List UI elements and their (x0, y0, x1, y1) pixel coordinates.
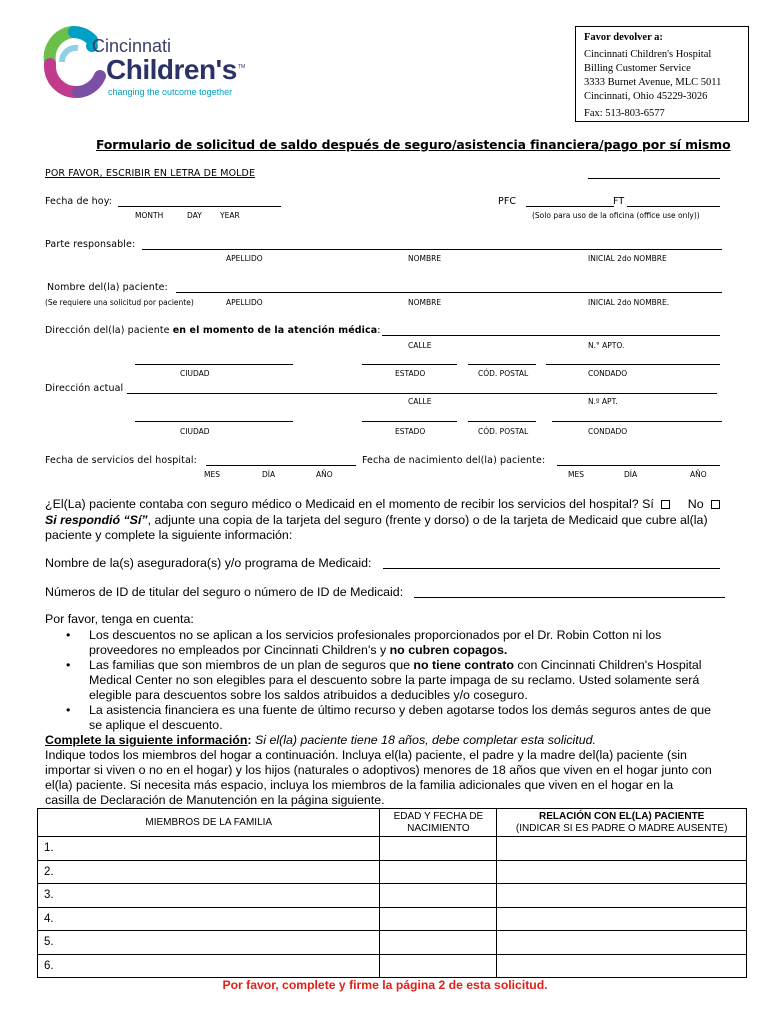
birth-date-label: Fecha de nacimiento del(la) paciente: (362, 455, 546, 466)
responsible-last-caption: APELLIDO (226, 254, 263, 263)
note1-bold: no cubren copagos. (389, 643, 508, 657)
address-at-care-county-field[interactable] (546, 364, 720, 365)
note3-line1: La asistencia financiera es una fuente de último recurso y deben agotarse todos los demás seguros antes de que (89, 703, 711, 717)
complete-heading: Complete la siguiente información (45, 733, 248, 747)
address-at-care-street-caption: CALLE (408, 341, 432, 350)
current-address-street-field[interactable] (127, 393, 717, 394)
insurer-id-field[interactable] (414, 597, 725, 598)
address-at-care-zip-caption: CÓD. POSTAL (478, 369, 529, 378)
complete-heading-colon: : (247, 733, 252, 747)
insurer-name-field[interactable] (383, 568, 720, 569)
responsible-first-caption: NOMBRE (408, 254, 442, 263)
address-at-care-state-caption: ESTADO (395, 369, 426, 378)
ft-field[interactable] (627, 206, 720, 207)
patient-name-note: (Se requiere una solicitud por paciente) (45, 298, 194, 307)
current-address-zip-caption: CÓD. POSTAL (478, 427, 529, 436)
note1-line2: proveedores no empleados por Cincinnati Children's y (89, 643, 390, 657)
family-member-cell[interactable]: 2. (38, 860, 380, 884)
patient-name-label: Nombre del(la) paciente: (47, 282, 168, 293)
insurance-if-yes-bold: Si respondió “Sí” (45, 513, 148, 527)
address-at-care-label-post: : (377, 325, 381, 336)
date-today-label: Fecha de hoy: (45, 196, 113, 207)
complete-instructions (45, 748, 765, 808)
current-address-city-field[interactable] (135, 421, 293, 422)
address-at-care-city-caption: CIUDAD (180, 369, 210, 378)
responsible-party-field[interactable] (142, 249, 722, 250)
service-date-field[interactable] (206, 465, 356, 466)
logo-trademark: TM (238, 64, 246, 70)
service-date-label: Fecha de servicios del hospital: (45, 455, 197, 466)
logo-text-childrens: Children's (106, 54, 237, 85)
insurance-if-yes (45, 513, 708, 527)
footer-notice: Por favor, complete y firme la página 2 de esta solicitud. (222, 978, 548, 992)
note2-bold: no tiene contrato (413, 658, 514, 672)
complete-heading-note: Si el(la) paciente tiene 18 años, debe completar esta solicitud. (251, 733, 596, 747)
family-member-cell[interactable]: 1. (38, 837, 380, 861)
age-dob-header-line1: EDAD Y FECHA DE (393, 810, 484, 822)
birth-date-day: DÍA (624, 470, 638, 479)
note-item (45, 628, 765, 658)
notes-list (45, 628, 765, 733)
family-member-cell[interactable]: 4. (38, 907, 380, 931)
age-dob-cell[interactable] (380, 907, 497, 931)
date-today-month: MONTH (135, 211, 164, 220)
notes-heading: Por favor, tenga en cuenta: (45, 612, 194, 626)
age-dob-cell[interactable] (380, 931, 497, 955)
pfc-label: PFC (498, 196, 517, 207)
birth-date-year: AÑO (690, 470, 707, 479)
age-dob-cell[interactable] (380, 954, 497, 978)
current-address-state-caption: ESTADO (395, 427, 426, 436)
age-dob-header (380, 809, 497, 837)
note1-line1: Los descuentos no se aplican a los servicios profesionales proporcionados por el Dr. Robin Cotton ni los (89, 628, 662, 642)
current-address-street-caption: CALLE (408, 397, 432, 406)
return-line: Cincinnati Children's Hospital (584, 49, 712, 60)
address-at-care-apt-caption: N.° APTO. (588, 341, 625, 350)
responsible-initial-caption: INICIAL 2do NOMBRE (588, 254, 667, 263)
return-fax: Fax: 513-803-6577 (584, 108, 665, 119)
relationship-cell[interactable] (497, 907, 747, 931)
pfc-office-note: (Solo para uso de la oficina (office use only)) (532, 211, 700, 220)
service-date-year: AÑO (316, 470, 333, 479)
current-address-state-field[interactable] (362, 421, 457, 422)
relationship-header (497, 809, 747, 837)
complete-line2: importar si viven o no en el hogar) y los hijos (naturales o adoptivos) menores de 18 años que viven en el hogar junto con (45, 763, 712, 777)
service-date-month: MES (204, 470, 220, 479)
patient-first-caption: NOMBRE (408, 298, 442, 307)
table-row (38, 837, 747, 861)
form-title: Formulario de solicitud de saldo después de seguro/asistencia financiera/pago por sí mismo (96, 137, 731, 152)
insurer-name-label: Nombre de la(s) aseguradora(s) y/o programa de Medicaid: (45, 556, 372, 570)
insurance-no-label: No (687, 497, 704, 511)
birth-date-month: MES (568, 470, 584, 479)
note-item (45, 703, 765, 733)
complete-heading-row (45, 733, 596, 747)
service-date-day: DÍA (262, 470, 276, 479)
insurance-if-yes-rest: , adjunte una copia de la tarjeta del seguro (frente y dorso) o de la tarjeta de Medicaid que cubre al(la) (147, 513, 708, 527)
note2-line3: elegible para descuentos sobre los saldos atribuidos a deducibles y/o coseguro. (89, 688, 528, 702)
complete-line3: el(la) paciente. Si necesita más espacio, incluya los miembros de la familia adicionales que viven en el hogar en la (45, 778, 674, 792)
insurance-no-checkbox[interactable] (711, 500, 720, 509)
current-address-county-field[interactable] (552, 421, 722, 422)
age-dob-cell[interactable] (380, 884, 497, 908)
complete-line1: Indique todos los miembros del hogar a continuación. Incluya el(la) paciente, el padre y la madre del(la) paciente (sin (45, 748, 687, 762)
relationship-cell[interactable] (497, 837, 747, 861)
address-at-care-state-field[interactable] (362, 364, 457, 365)
table-row (38, 860, 747, 884)
address-at-care-county-caption: CONDADO (588, 369, 628, 378)
return-address-box (575, 26, 749, 122)
address-at-care-street-field[interactable] (382, 335, 720, 336)
pfc-field[interactable] (526, 206, 614, 207)
print-notice: POR FAVOR, ESCRIBIR EN LETRA DE MOLDE (45, 168, 256, 179)
insurance-question (45, 497, 720, 511)
age-dob-header-line2: NACIMIENTO (407, 822, 470, 834)
relationship-cell[interactable] (497, 860, 747, 884)
family-members-table (37, 808, 747, 978)
insurance-if-yes-line2: paciente y complete la siguiente información: (45, 528, 293, 542)
logo-tagline: changing the outcome together (108, 87, 233, 97)
current-address-county-caption: CONDADO (588, 427, 628, 436)
current-address-label: Dirección actual (45, 383, 124, 394)
return-heading: Favor devolver a: (584, 32, 663, 43)
return-line: Billing Customer Service (584, 63, 691, 74)
birth-date-field[interactable] (557, 465, 720, 466)
relationship-cell[interactable] (497, 931, 747, 955)
address-at-care-label-bold: en el momento de la atención médica (172, 325, 378, 336)
date-today-year: YEAR (220, 211, 240, 220)
table-row (38, 907, 747, 931)
return-line: Cincinnati, Ohio 45229-3026 (584, 91, 708, 102)
patient-last-caption: APELLIDO (226, 298, 263, 307)
ft-label: FT (613, 196, 625, 207)
note-item (45, 658, 765, 703)
table-header-row (38, 809, 747, 837)
insurance-yes-checkbox[interactable] (661, 500, 670, 509)
current-address-city-caption: CIUDAD (180, 427, 210, 436)
age-dob-cell[interactable] (380, 860, 497, 884)
family-member-cell[interactable]: 5. (38, 931, 380, 955)
address-at-care-label (45, 325, 381, 336)
note3-line2: se aplique el descuento. (89, 718, 223, 732)
date-today-field[interactable] (118, 206, 281, 207)
office-blank-line[interactable] (588, 178, 720, 179)
relationship-header-line1: RELACIÓN CON EL(LA) PACIENTE (538, 810, 705, 822)
address-at-care-zip-field[interactable] (468, 364, 536, 365)
table-row (38, 884, 747, 908)
responsible-party-label: Parte responsable: (45, 239, 136, 250)
current-address-apt-caption: N.º APT. (588, 397, 618, 406)
family-member-cell[interactable]: 6. (38, 954, 380, 978)
patient-name-field[interactable] (176, 292, 722, 293)
insurance-question-text: ¿El(La) paciente contaba con seguro médico o Medicaid en el momento de recibir los servicios del hospital? Sí (45, 497, 654, 511)
relationship-cell[interactable] (497, 884, 747, 908)
note2-line2: Medical Center no son elegibles para el descuento sobre la parte impaga de su reclamo. Usted solamente será (89, 673, 700, 687)
logo (42, 26, 252, 102)
relationship-header-line2: (INDICAR SI ES PADRE O MADRE AUSENTE) (515, 822, 728, 834)
return-line: 3333 Burnet Avenue, MLC 5011 (584, 77, 722, 88)
note2-line1-pre: Las familias que son miembros de un plan de seguros que (89, 658, 414, 672)
logo-text-cincinnati: Cincinnati (92, 36, 172, 56)
complete-line4: casilla de Declaración de Manutención en la página siguiente. (45, 793, 385, 807)
address-at-care-city-field[interactable] (135, 364, 293, 365)
date-today-day: DAY (187, 211, 202, 220)
current-address-zip-field[interactable] (468, 421, 536, 422)
address-at-care-label-pre: Dirección del(la) paciente (45, 325, 173, 336)
relationship-cell[interactable] (497, 954, 747, 978)
age-dob-cell[interactable] (380, 837, 497, 861)
insurer-id-label: Números de ID de titular del seguro o número de ID de Medicaid: (45, 585, 404, 599)
family-member-cell[interactable]: 3. (38, 884, 380, 908)
table-row (38, 931, 747, 955)
table-row (38, 954, 747, 978)
note2-line1-post: con Cincinnati Children's Hospital (513, 658, 702, 672)
patient-initial-caption: INICIAL 2do NOMBRE. (588, 298, 670, 307)
family-members-header: MIEMBROS DE LA FAMILIA (38, 809, 380, 837)
